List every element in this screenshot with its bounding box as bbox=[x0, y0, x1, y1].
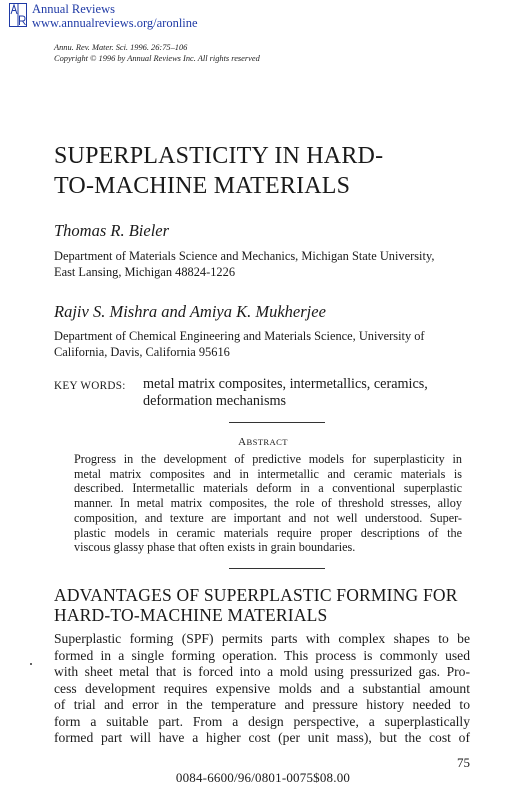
affiliation-line: East Lansing, Michigan 48824-1226 bbox=[54, 265, 236, 279]
abstract-heading-rest: BSTRACT bbox=[246, 437, 288, 447]
section-heading-line: HARD-TO-MACHINE MATERIALS bbox=[54, 605, 328, 625]
divider bbox=[229, 422, 325, 423]
copyright-line: Copyright © 1996 by Annual Reviews Inc. All rights reserved bbox=[54, 54, 260, 63]
keywords-label: KEY WORDS: bbox=[54, 380, 126, 392]
publisher-url-link[interactable]: www.annualreviews.org/aronline bbox=[32, 16, 198, 30]
article-code: 0084-6600/96/0801-0075$08.00 bbox=[175, 770, 351, 785]
section-heading-line: ADVANTAGES OF SUPERPLASTIC FORMING FOR bbox=[54, 585, 458, 605]
section-body bbox=[54, 631, 470, 747]
annual-reviews-logo-icon[interactable] bbox=[9, 3, 27, 27]
abstract-line: manner. In metal matrix composites, the role of threshold stresses, alloy bbox=[74, 496, 462, 511]
author-name: Thomas R. Bieler bbox=[54, 221, 170, 240]
body-line: of trial and error in the temperature and pressure history needed to bbox=[54, 697, 470, 712]
body-line: formed part will have a higher cost (per unit mass), but the cost of bbox=[54, 730, 470, 745]
affiliation-line: California, Davis, California 95616 bbox=[54, 345, 230, 359]
abstract-line: composition, and texture are important and not well understood. Super- bbox=[74, 510, 462, 525]
section-heading bbox=[54, 585, 458, 625]
margin-mark bbox=[30, 663, 32, 665]
publisher-name[interactable]: Annual Reviews bbox=[32, 2, 115, 16]
abstract-line: plastic models in ceramic materials require proper descriptions of the bbox=[74, 525, 462, 540]
keywords-list bbox=[143, 376, 428, 410]
divider bbox=[229, 568, 325, 569]
abstract-line: described. Intermetallic materials deform in a conventional superplastic bbox=[74, 481, 462, 496]
author-affiliation bbox=[54, 248, 434, 280]
page-number: 75 bbox=[457, 755, 470, 770]
body-line: with sheet metal that is forced into a mold using pressurized gas. Pro- bbox=[54, 664, 470, 679]
abstract-line: Progress in the development of predictive models for superplasticity in bbox=[74, 452, 462, 466]
body-line: Superplastic forming (SPF) permits parts with complex shapes to be bbox=[54, 631, 470, 646]
article-title bbox=[54, 141, 494, 201]
abstract-body bbox=[74, 452, 462, 555]
keywords-line: deformation mechanisms bbox=[143, 393, 287, 409]
body-line: cess development requires expensive molds and a substantial amount bbox=[54, 680, 470, 696]
body-line: formed in a single forming operation. This process is commonly used bbox=[54, 647, 470, 663]
abstract-line: viscous glassy phase that often exists in grain boundaries. bbox=[74, 540, 356, 555]
affiliation-line: Department of Materials Science and Mechanics, Michigan State University, bbox=[54, 249, 435, 263]
abstract-heading-initial: A bbox=[238, 436, 247, 448]
citation-line: Annu. Rev. Mater. Sci. 1996. 26:75–106 bbox=[54, 43, 188, 52]
abstract-heading bbox=[0, 436, 526, 448]
author-affiliation bbox=[54, 328, 425, 360]
keywords-line: metal matrix composites, intermetallics, ceramics, bbox=[143, 376, 428, 392]
article-title-line: SUPERPLASTICITY IN HARD- bbox=[54, 143, 384, 169]
body-line: form a suitable part. From a design perspective, a superplastically bbox=[54, 713, 470, 729]
author-name: Rajiv S. Mishra and Amiya K. Mukherjee bbox=[54, 302, 326, 321]
article-title-line: TO-MACHINE MATERIALS bbox=[54, 173, 351, 199]
abstract-line: metal matrix composites and in intermetallic and ceramic materials is bbox=[74, 466, 462, 481]
affiliation-line: Department of Chemical Engineering and Materials Science, University of bbox=[54, 329, 425, 343]
